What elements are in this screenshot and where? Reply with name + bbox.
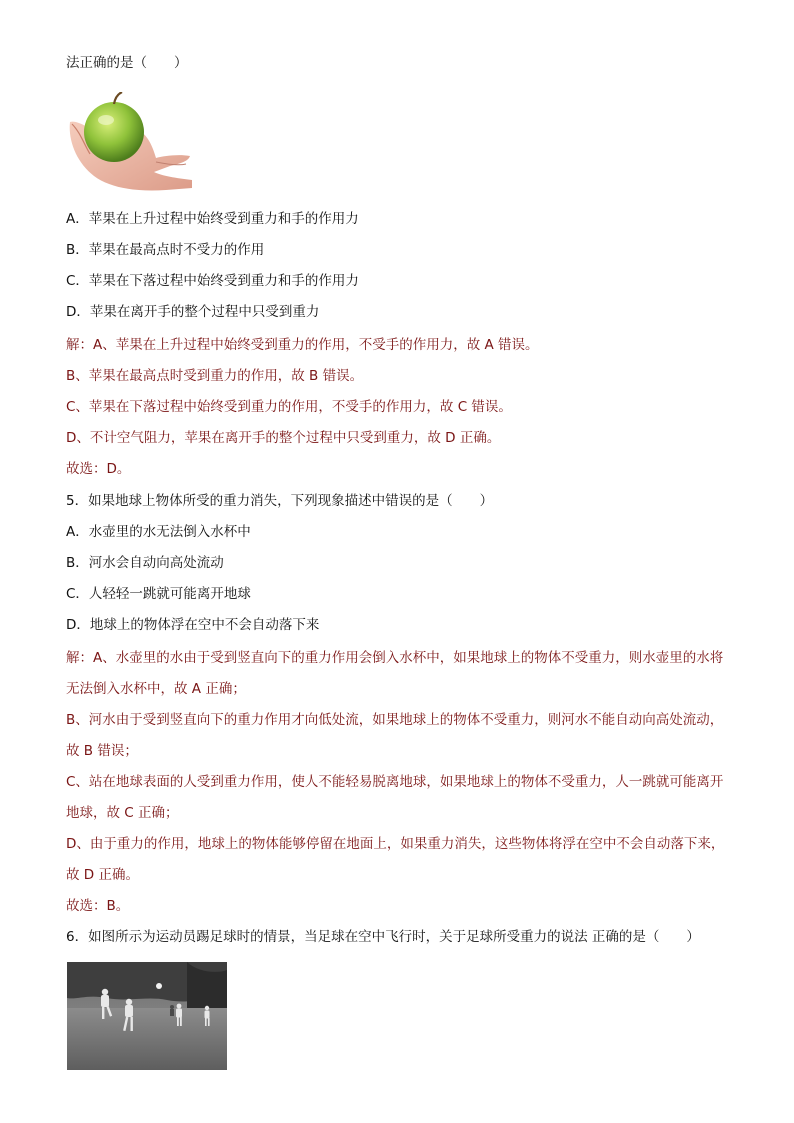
q5-solution-line: 故 D 正确。: [66, 867, 139, 883]
q5-answer: 故选：B。: [66, 898, 130, 914]
q4-option-c: C．苹果在下落过程中始终受到重力和手的作用力: [66, 273, 359, 289]
q4-option-a: A．苹果在上升过程中始终受到重力和手的作用力: [66, 211, 359, 227]
q4-stem-tail: 法正确的是（ ）: [66, 55, 188, 71]
q5-solution-line: D、由于重力的作用，地球上的物体能够停留在地面上，如果重力消失，这些物体将浮在空中不会自动落下来，: [66, 836, 725, 852]
q5-option-d: D．地球上的物体浮在空中不会自动落下来: [66, 617, 320, 633]
soccer-image: [67, 962, 227, 1070]
q5-solution-line: 解：A、水壶里的水由于受到竖直向下的重力作用会倒入水杯中，如果地球上的物体不受重力，则水壶里的水将: [66, 650, 724, 666]
apple-hand-image: [66, 92, 194, 196]
q4-solution-line: C、苹果在下落过程中始终受到重力的作用，不受手的作用力，故 C 错误。: [66, 399, 512, 415]
q4-option-b: B．苹果在最高点时不受力的作用: [66, 242, 265, 258]
q4-solution-line: 解：A、苹果在上升过程中始终受到重力的作用，不受手的作用力，故 A 错误。: [66, 337, 539, 353]
q5-solution-line: 无法倒入水杯中，故 A 正确；: [66, 681, 246, 697]
q5-solution-line: 地球，故 C 正确；: [66, 805, 179, 821]
q5-option-b: B．河水会自动向高处流动: [66, 555, 224, 571]
q5-solution-line: 故 B 错误；: [66, 743, 138, 759]
q6-stem: 6．如图所示为运动员踢足球时的情景，当足球在空中飞行时，关于足球所受重力的说法 正确的是（ ）: [66, 929, 700, 945]
q5-solution-line: B、河水由于受到竖直向下的重力作用才向低处流，如果地球上的物体不受重力，则河水不能自动向高处流动，: [66, 712, 724, 728]
q4-option-d: D．苹果在离开手的整个过程中只受到重力: [66, 304, 320, 320]
q5-stem: 5．如果地球上物体所受的重力消失，下列现象描述中错误的是（ ）: [66, 493, 494, 509]
q4-answer: 故选：D。: [66, 461, 131, 477]
q5-solution-line: C、站在地球表面的人受到重力作用，使人不能轻易脱离地球，如果地球上的物体不受重力，人一跳就可能离开: [66, 774, 724, 790]
q4-solution-line: B、苹果在最高点时受到重力的作用，故 B 错误。: [66, 368, 364, 384]
q4-solution-line: D、不计空气阻力，苹果在离开手的整个过程中只受到重力，故 D 正确。: [66, 430, 501, 446]
q5-option-a: A．水壶里的水无法倒入水杯中: [66, 524, 251, 540]
q5-option-c: C．人轻轻一跳就可能离开地球: [66, 586, 251, 602]
